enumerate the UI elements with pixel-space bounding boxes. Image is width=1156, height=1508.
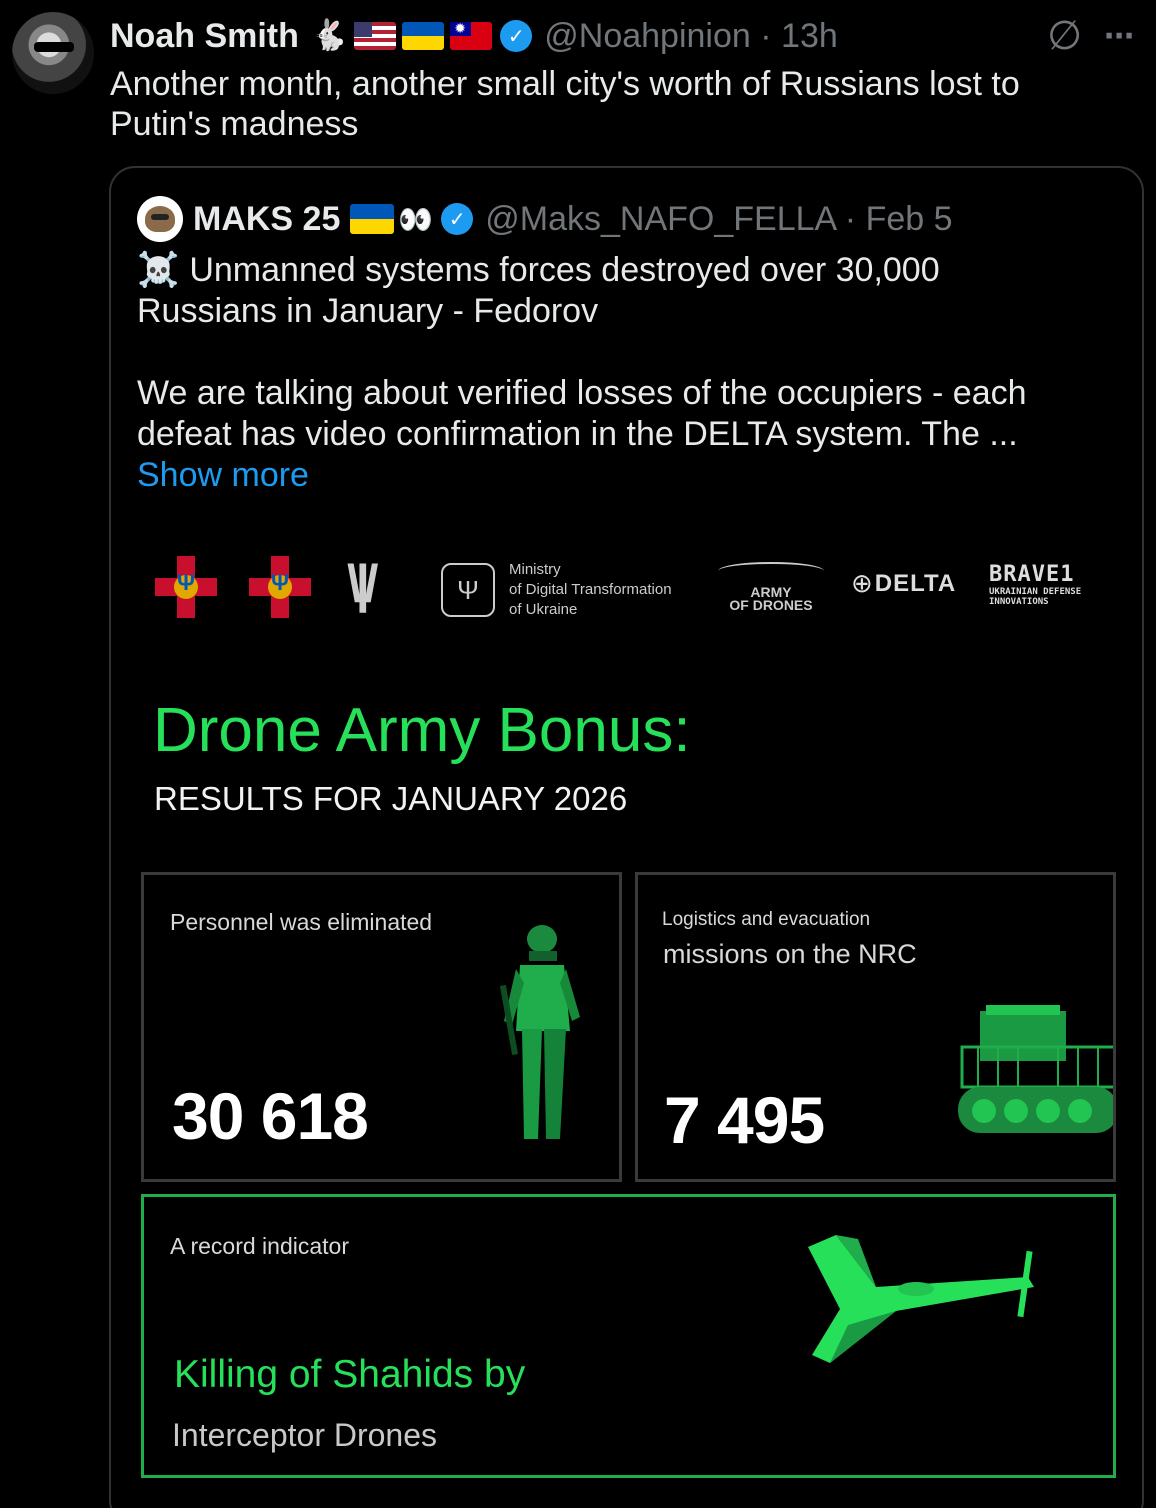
personnel-label: Personnel was eliminated — [170, 909, 433, 935]
record-label: A record indicator — [170, 1233, 349, 1259]
trident-icon: Ψ — [441, 563, 495, 617]
author-name[interactable]: Noah Smith — [110, 16, 299, 55]
record-card — [141, 1194, 1116, 1478]
taiwan-flag-icon — [450, 22, 492, 50]
logistics-card — [635, 872, 1116, 1182]
quote-author-name: MAKS 25 — [193, 199, 341, 238]
quoted-tweet[interactable] — [109, 166, 1144, 1508]
shahed-drone-icon — [796, 1227, 1066, 1377]
rabbit-emoji: 🐇 — [310, 19, 349, 52]
brave1-logo: BRAVE1 UKRAINIAN DEFENSE INNOVATIONS — [989, 562, 1082, 607]
quote-text: ☠️ Unmanned systems forces destroyed over 30,000 Russians in January - Fedorov We are talking about verified losses of the occupiers - each defeat has video confirmation in the DELTA system. The ... Show more — [137, 250, 1127, 496]
soldier-icon — [496, 921, 588, 1146]
verified-badge-icon: ✓ — [441, 203, 473, 235]
eyes-emoji: 👀 — [398, 203, 434, 235]
defense-ministry-emblem-icon: Ψ — [249, 556, 311, 618]
header-actions — [1047, 16, 1136, 56]
ministry-digital-logo: Ψ Ministry of Digital Transformation of Ukraine — [441, 560, 672, 620]
quote-author-avatar — [137, 196, 183, 242]
us-flag-icon — [354, 22, 396, 50]
grok-icon[interactable]: ∅ — [1047, 14, 1082, 58]
show-more-link[interactable]: Show more — [137, 456, 309, 494]
unmanned-forces-trident-icon: \|/ — [347, 555, 373, 613]
crosshair-icon: ⊕ — [851, 568, 873, 598]
tweet-header — [110, 14, 1136, 58]
skull-emoji: ☠️ — [137, 251, 180, 289]
delta-logo: ⊕ DELTA — [851, 568, 957, 598]
army-of-drones-logo: ARMY OF DRONES — [715, 562, 827, 612]
ukraine-flag-icon — [402, 22, 444, 50]
drone-icon — [718, 562, 824, 580]
armed-forces-emblem-icon: Ψ — [155, 556, 217, 618]
personnel-value: 30 618 — [172, 1079, 368, 1153]
record-green-text: Killing of Shahids by — [174, 1353, 526, 1396]
personnel-card — [141, 872, 622, 1182]
ukraine-flag-icon — [350, 204, 394, 234]
logistics-label-line1: Logistics and evacuation — [662, 909, 871, 930]
author-avatar[interactable] — [12, 12, 94, 94]
quote-date: Feb 5 — [865, 199, 953, 238]
infographic-image[interactable] — [111, 540, 1144, 1508]
infographic-subtitle: RESULTS FOR JANUARY 2026 — [154, 780, 628, 817]
logistics-label-line2: missions on the NRC — [663, 939, 917, 969]
author-handle[interactable]: @Noahpinion · 13h — [544, 16, 838, 55]
more-options-icon[interactable]: ⋯ — [1104, 19, 1136, 53]
record-grey-text: Interceptor Drones — [172, 1417, 438, 1453]
author-emoji-row — [311, 21, 492, 51]
logistics-value: 7 495 — [664, 1083, 825, 1157]
tweet-text: Another month, another small city's worth of Russians lost to Putin's madness — [110, 65, 1020, 143]
infographic-title: Drone Army Bonus: — [153, 696, 691, 765]
verified-badge-icon[interactable]: ✓ — [500, 20, 532, 52]
tweet-time: 13h — [781, 16, 838, 55]
ground-robot-icon — [954, 1001, 1116, 1151]
quote-header — [137, 196, 953, 242]
quote-handle: @Maks_NAFO_FELLA · Feb 5 — [485, 199, 953, 238]
